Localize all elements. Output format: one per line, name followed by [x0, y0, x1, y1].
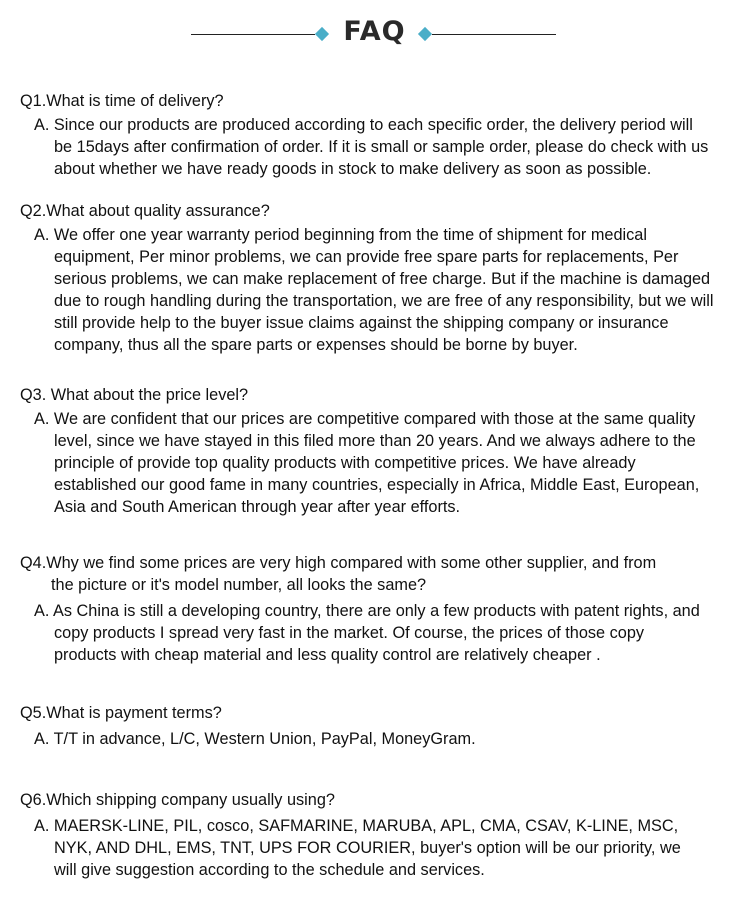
- faq-answer-line: company, thus all the spare parts or expenses should be borne by buyer.: [54, 336, 578, 354]
- faq-answer-line: principle of provide top quality products with competitive prices. We have already: [54, 454, 636, 472]
- page-title: FAQ: [343, 16, 406, 47]
- faq-item: [20, 789, 749, 881]
- faq-answer-line: serious problems, we can make replacement of free charge. But if the machine is damaged: [54, 270, 711, 288]
- faq-answer-line: A. T/T in advance, L/C, Western Union, PayPal, MoneyGram.: [34, 730, 476, 748]
- faq-answer: [20, 815, 749, 881]
- faq-answer-line: due to rough handling during the transportation, we are free of any responsibility, but we will: [54, 292, 714, 310]
- faq-item: [20, 384, 749, 518]
- faq-answer-line: copy products I spread very fast in the market. Of course, the prices of those copy: [54, 624, 645, 642]
- faq-item: [20, 90, 749, 180]
- faq-answer-line: products with cheap material and less quality control are relatively cheaper .: [54, 646, 601, 664]
- faq-question: Q6.Which shipping company usually using?: [20, 791, 335, 809]
- faq-question: Q1.What is time of delivery?: [20, 92, 224, 110]
- faq-answer: [20, 728, 749, 750]
- faq-answer-line: Asia and South American through year after year efforts.: [54, 498, 461, 516]
- faq-item: [20, 200, 749, 356]
- faq-answer-line: established our good fame in many countries, especially in Africa, Middle East, European,: [54, 476, 700, 494]
- faq-answer: [20, 114, 749, 180]
- faq-answer-line: A. As China is still a developing country, there are only a few products with patent rights, and: [34, 602, 700, 620]
- faq-question: Q4.Why we find some prices are very high compared with some other supplier, and from: [20, 554, 657, 572]
- faq-question: the picture or it's model number, all looks the same?: [51, 576, 427, 594]
- faq-answer-line: A. We are confident that our prices are competitive compared with those at the same quality: [34, 410, 696, 428]
- faq-answer: [20, 224, 749, 356]
- faq-answer-line: A. We offer one year warranty period beginning from the time of shipment for medical: [34, 226, 647, 244]
- faq-answer-line: equipment, Per minor problems, we can provide free spare parts for replacements, Per: [54, 248, 679, 266]
- faq-answer-line: about whether we have ready goods in stock to make delivery as soon as possible.: [54, 160, 652, 178]
- faq-answer-line: be 15days after confirmation of order. If it is small or sample order, please do check with us: [54, 138, 709, 156]
- faq-question: Q5.What is payment terms?: [20, 704, 222, 722]
- faq-answer: [20, 600, 749, 666]
- faq-question: Q2.What about quality assurance?: [20, 202, 270, 220]
- faq-answer-line: A. Since our products are produced according to each specific order, the delivery period will: [34, 116, 693, 134]
- faq-question: Q3. What about the price level?: [20, 386, 249, 404]
- header-right-line: [432, 34, 556, 35]
- faq-answer-line: will give suggestion according to the schedule and services.: [54, 861, 485, 879]
- faq-item: [20, 702, 749, 750]
- faq-answer: [20, 408, 749, 518]
- faq-answer-line: NYK, AND DHL, EMS, TNT, UPS FOR COURIER, buyer's option will be our priority, we: [54, 839, 681, 857]
- faq-answer-line: still provide help to the buyer issue claims against the shipping company or insurance: [54, 314, 669, 332]
- faq-answer-line: level, since we have stayed in this filed more than 20 years. And we always adhere to the: [54, 432, 696, 450]
- faq-item: [20, 552, 749, 666]
- faq-answer-line: A. MAERSK-LINE, PIL, cosco, SAFMARINE, MARUBA, APL, CMA, CSAV, K-LINE, MSC,: [34, 817, 679, 835]
